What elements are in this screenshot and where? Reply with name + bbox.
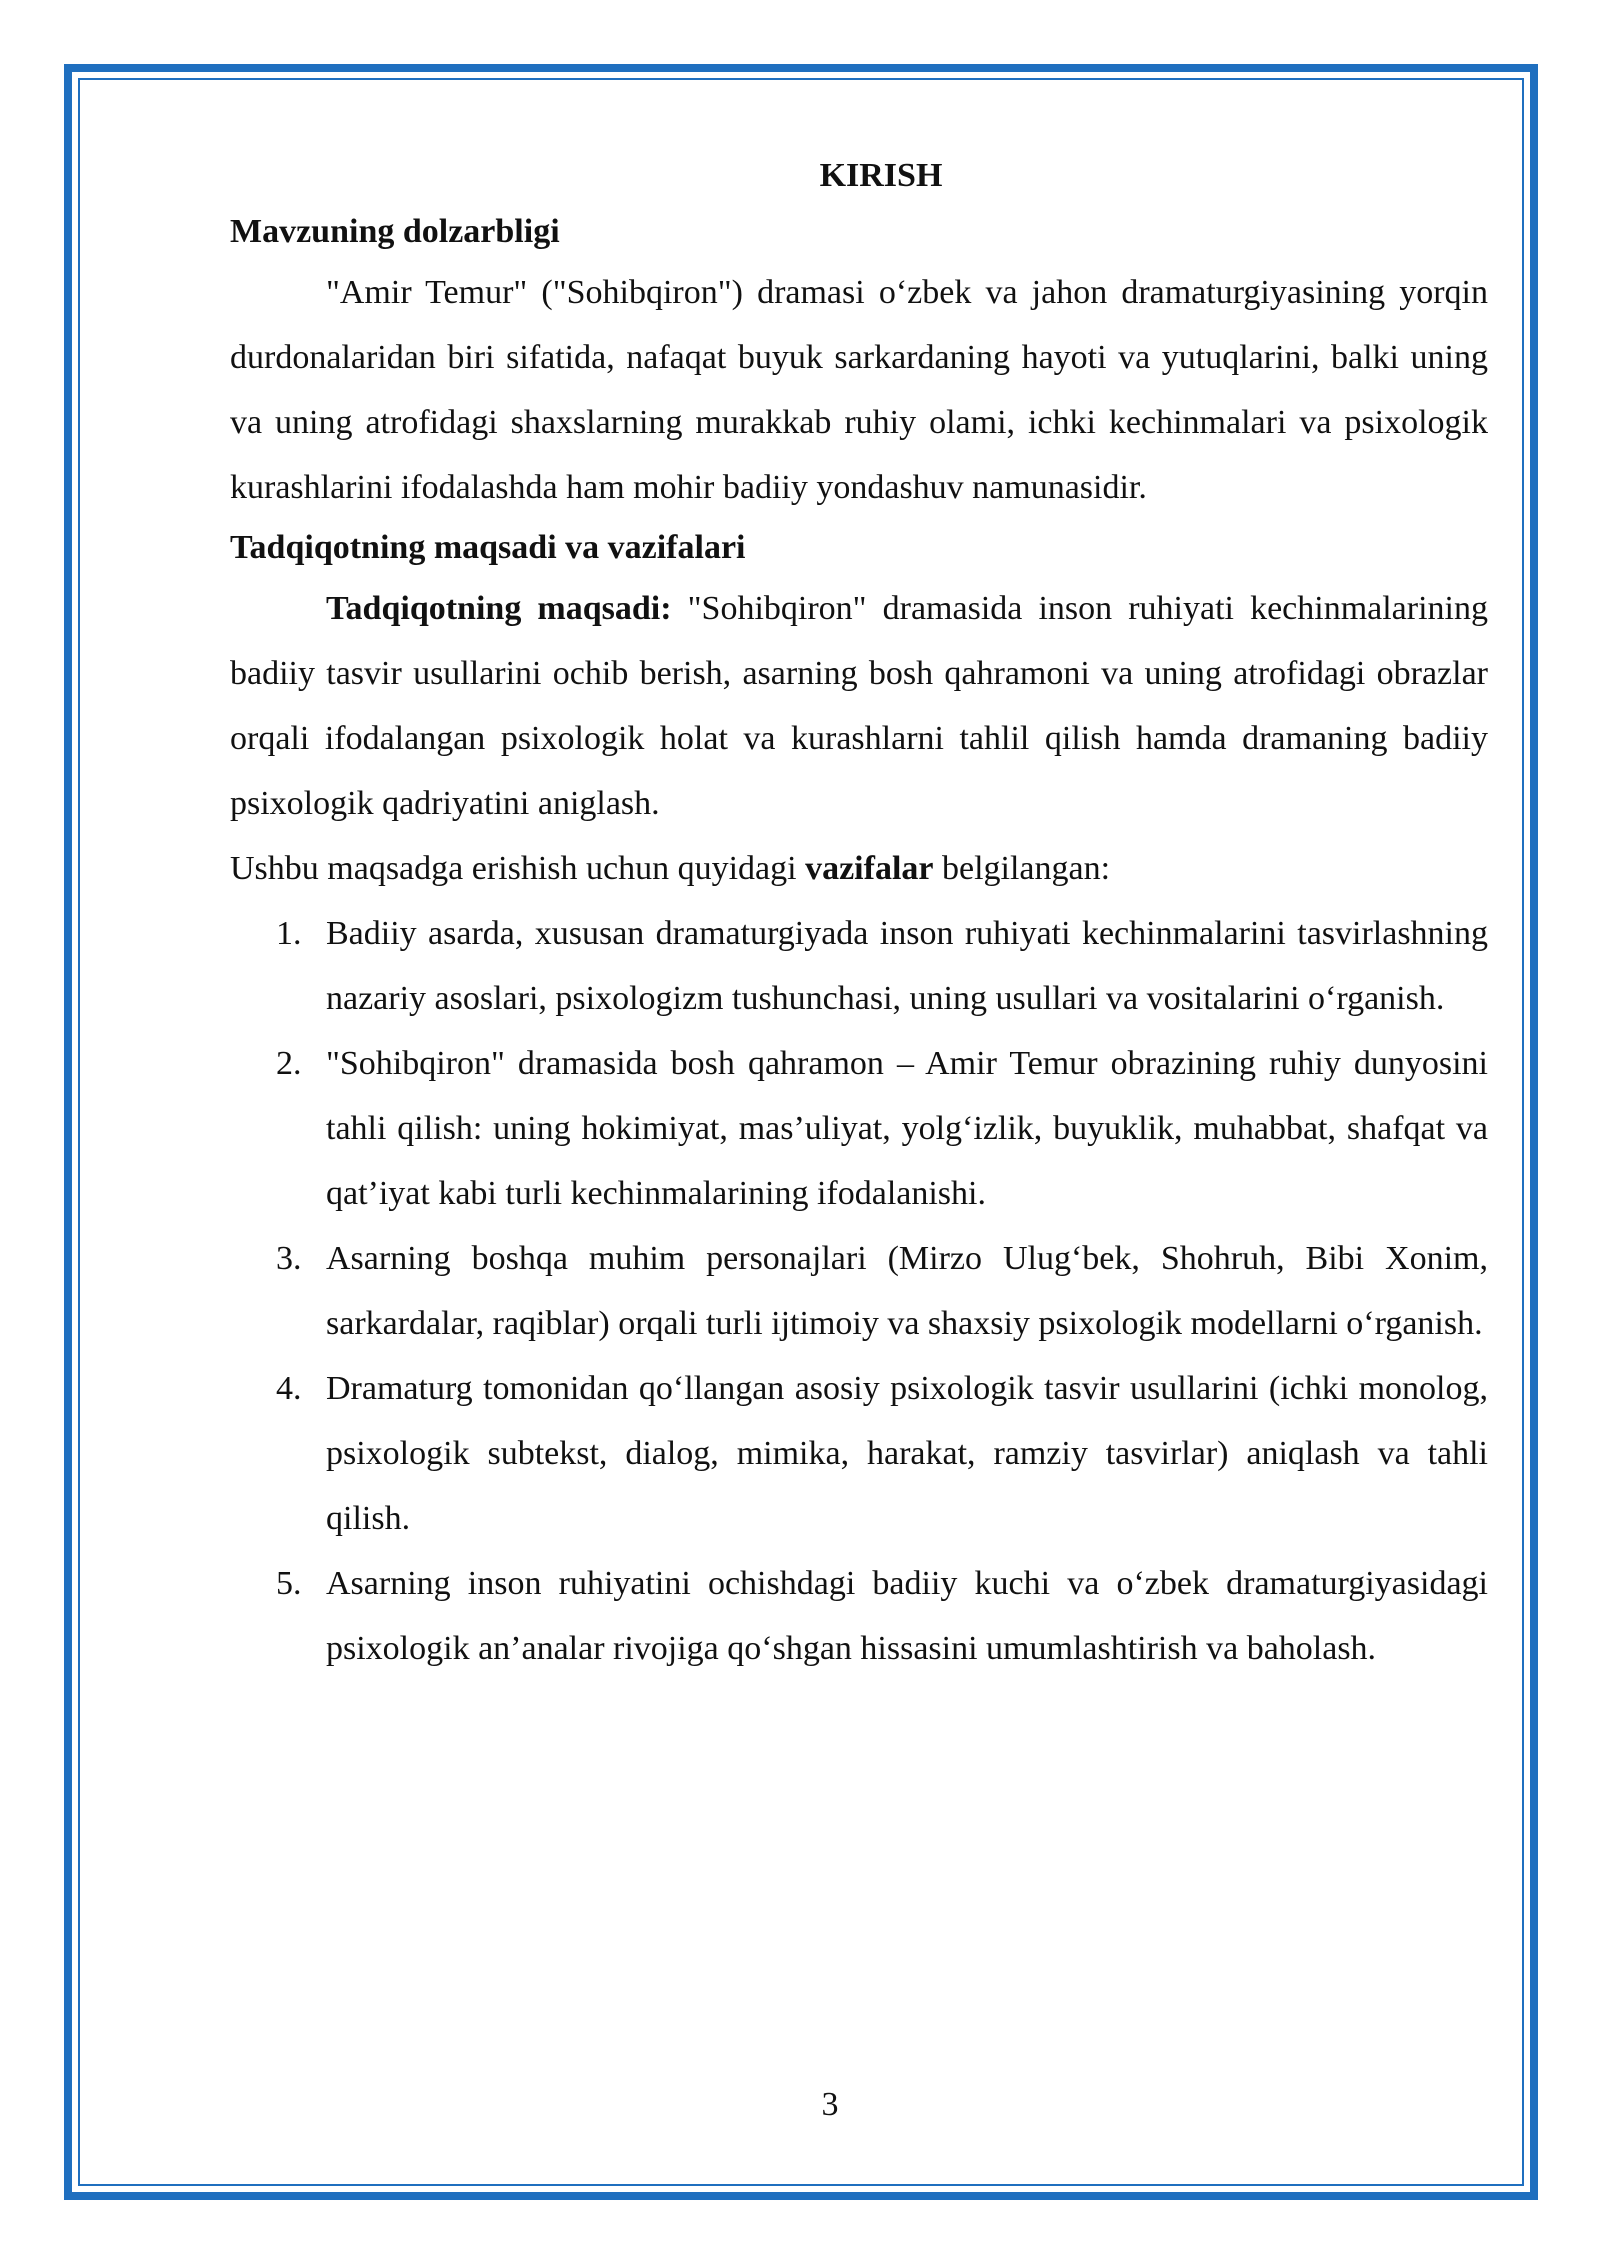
- list-item-text: Badiiy asarda, xususan dramaturgiyada inson ruhiyati kechinmalarini tasvirlashning nazariy asoslari, psixologizm tushunchasi, uning usullari va vositalarini o‘rganish.: [326, 915, 1488, 1017]
- tasks-intro: [230, 836, 1488, 901]
- tasks-intro-before: Ushbu maqsadga erishish uchun quyidagi: [230, 850, 806, 887]
- section-heading-relevance: Mavzuning dolzarbligi: [230, 213, 560, 250]
- list-item-number: 4.: [276, 1370, 302, 1407]
- list-item: [276, 1031, 1488, 1226]
- section-heading-goals: Tadqiqotning maqsadi va vazifalari: [230, 529, 746, 566]
- list-item: [276, 901, 1488, 1031]
- list-item: [276, 1356, 1488, 1551]
- list-item-number: 5.: [276, 1565, 302, 1602]
- document-title: KIRISH: [819, 157, 943, 194]
- list-item-number: 2.: [276, 1045, 302, 1082]
- goal-text: "Sohibqiron" dramasida inson ruhiyati kechinmalarining badiiy tasvir usullarini ochib berish, asarning bosh qahramoni va uning atrofidagi obrazlar orqali ifodalangan psixologik holat va kurashlarni tahlil qilish hamda dramaning badiiy psixologik qadriyatini aniglash.: [230, 590, 1488, 822]
- list-item: [276, 1226, 1488, 1356]
- page-number: 3: [821, 2086, 839, 2123]
- goal-label: Tadqiqotning maqsadi:: [326, 590, 672, 627]
- goal-paragraph: [230, 576, 1488, 836]
- list-item: [276, 1551, 1488, 1681]
- tasks-intro-bold: vazifalar: [805, 850, 934, 887]
- list-item-number: 1.: [276, 915, 302, 952]
- list-item-text: Asarning inson ruhiyatini ochishdagi badiiy kuchi va o‘zbek dramaturgiyasidagi psixologik an’analar rivojiga qo‘shgan hissasini umumlashtirish va baholash.: [326, 1565, 1488, 1667]
- list-item-number: 3.: [276, 1240, 302, 1277]
- tasks-list: [230, 901, 1488, 1681]
- list-item-text: Asarning boshqa muhim personajlari (Mirzo Ulug‘bek, Shohruh, Bibi Xonim, sarkardalar, raqiblar) orqali turli ijtimoiy va shaxsiy psixologik modellarni o‘rganish.: [326, 1240, 1488, 1342]
- list-item-text: "Sohibqiron" dramasida bosh qahramon – Amir Temur obrazining ruhiy dunyosini tahli qilish: uning hokimiyat, mas’uliyat, yolg‘izlik, buyuklik, muhabbat, shafqat va qat’iyat kabi turli kechinmalarining ifodalanishi.: [326, 1045, 1488, 1212]
- tasks-intro-after: belgilangan:: [933, 850, 1111, 887]
- relevance-paragraph: "Amir Temur" ("Sohibqiron") dramasi o‘zbek va jahon dramaturgiyasining yorqin durdonalaridan biri sifatida, nafaqat buyuk sarkardaning hayoti va yutuqlarini, balki uning va uning atrofidagi shaxslarning murakkab ruhiy olami, ichki kechinmalari va psixologik kurashlarini ifodalashda ham mohir badiiy yondashuv namunasidir.: [230, 274, 1488, 506]
- list-item-text: Dramaturg tomonidan qo‘llangan asosiy psixologik tasvir usullarini (ichki monolog, psixologik subtekst, dialog, mimika, harakat, ramziy tasvirlar) aniqlash va tahli qilish.: [326, 1370, 1488, 1537]
- page-content: [230, 148, 1488, 1681]
